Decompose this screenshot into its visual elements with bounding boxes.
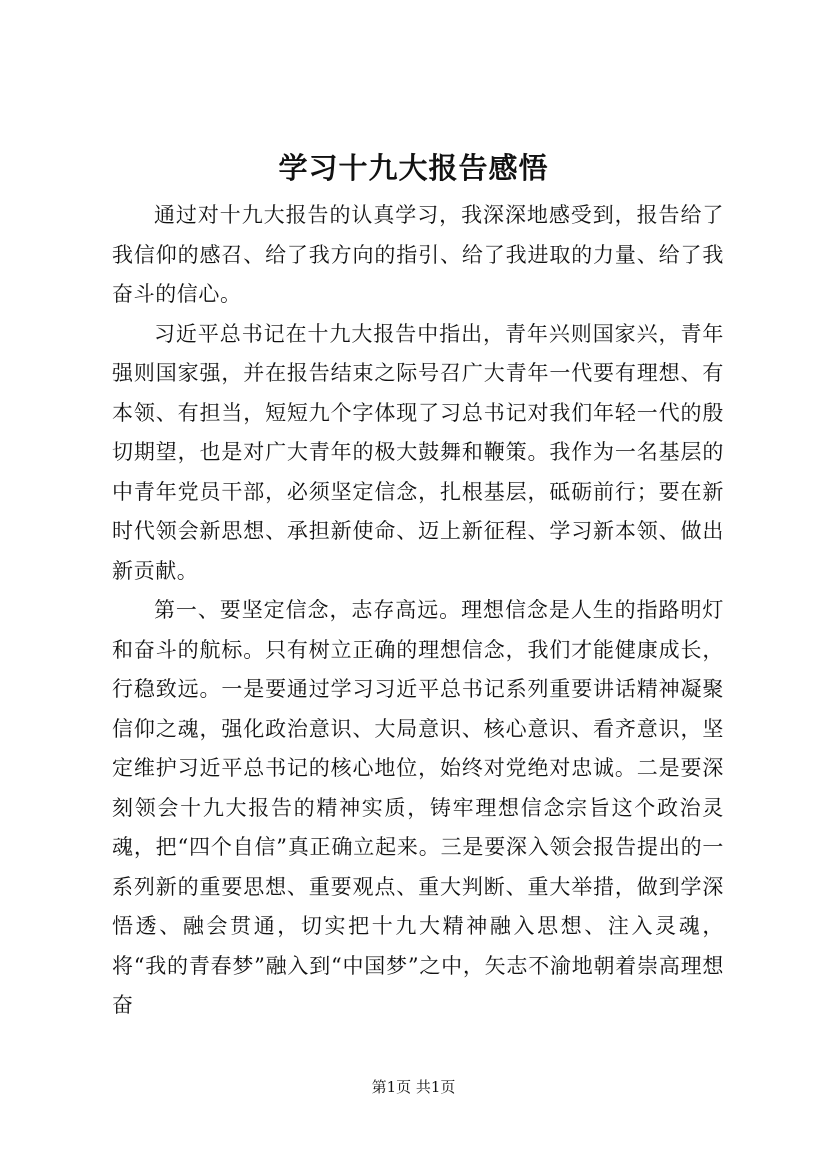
paragraph-3: 第一、要坚定信念，志存高远。理想信念是人生的指路明灯和奋斗的航标。只有树立正确的理想信念，我们才能健康成长，行稳致远。一是要通过学习习近平总书记系列重要讲话精神凝聚信仰之魂，强化政治意识、大局意识、核心意识、看齐意识，坚定维护习近平总书记的核心地位，始终对党绝对忠诚。二是要深刻领会十九大报告的精神实质，铸牢理想信念宗旨这个政治灵魂，把“四个自信”真正确立起来。三是要深入领会报告提出的一系列新的重要思想、重要观点、重大判断、重大举措，做到学深悟透、融会贯通，切实把十九大精神融入思想、注入灵魂，将“我的青春梦”融入到“中国梦”之中，矢志不渝地朝着崇高理想奋 — [112, 598, 724, 1017]
document-title: 学习十九大报告感悟 — [278, 151, 549, 185]
paragraph-1: 通过对十九大报告的认真学习，我深深地感受到，报告给了我信仰的感召、给了我方向的指引、给了我进取的力量、给了我奋斗的信心。 — [112, 203, 724, 306]
paragraph-2: 习近平总书记在十九大报告中指出，青年兴则国家兴，青年强则国家强，并在报告结束之际号召广大青年一代要有理想、有本领、有担当，短短九个字体现了习总书记对我们年轻一代的殷切期望，也是对广大青年的极大鼓舞和鞭策。我作为一名基层的中青年党员干部，必须坚定信念，扎根基层，砥砺前行；要在新时代领会新思想、承担新使命、迈上新征程、学习新本领、做出新贡献。 — [112, 321, 724, 583]
page-number-label: 第1页 共1页 — [371, 1078, 456, 1096]
document-body — [112, 196, 724, 1026]
page-footer — [0, 1077, 827, 1097]
